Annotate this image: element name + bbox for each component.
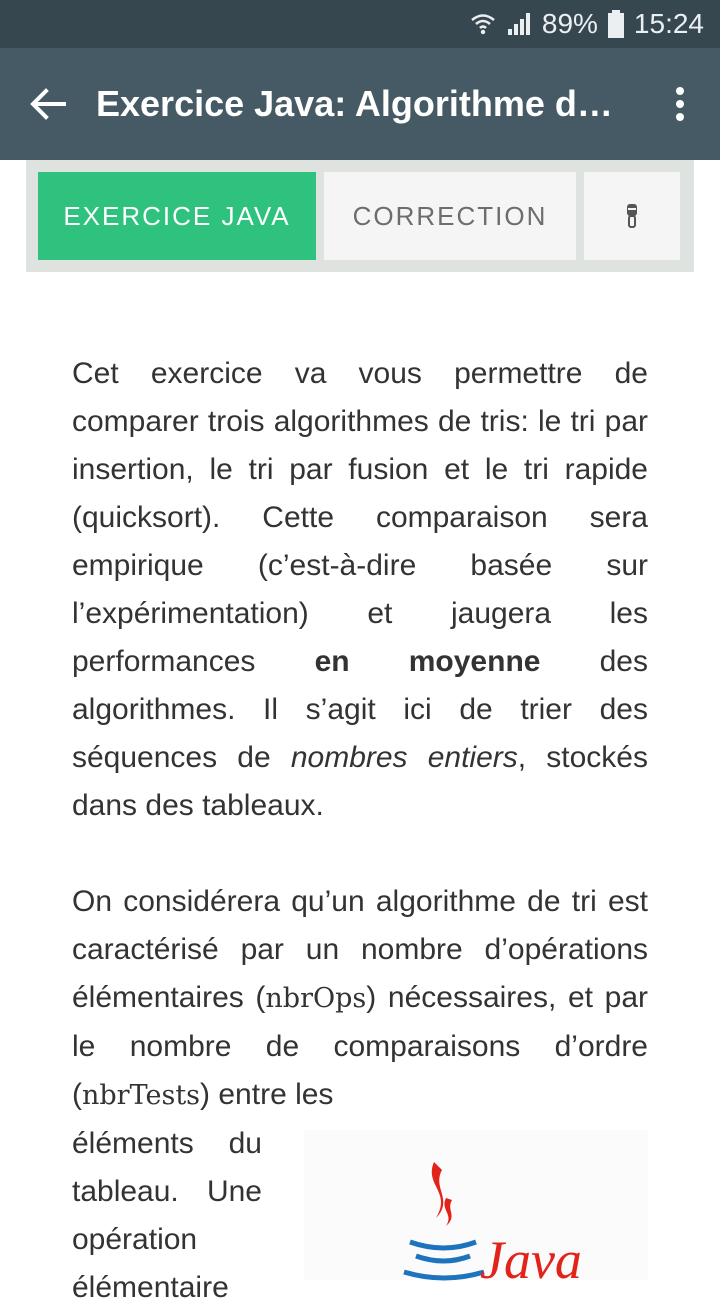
overflow-menu-icon [674, 86, 686, 122]
battery-icon [608, 10, 624, 38]
battery-percent: 89% [541, 8, 598, 39]
bold-text: en moyenne [314, 645, 541, 678]
overflow-menu-button[interactable] [640, 48, 720, 160]
status-bar [0, 0, 720, 48]
paragraph-continued: éléments du tableau. Une opération élémentaire [72, 1127, 262, 1304]
italic-text: nombres entiers [290, 741, 518, 774]
clock: 15:24 [633, 8, 704, 39]
tab-exercice-java[interactable]: EXERCICE JAVA [38, 172, 316, 260]
tab-bar [26, 160, 694, 272]
paragraph-definition: On considérera qu’un algorithme de tri est caractérisé par un nombre d’opérations élémentaires (nbrOps) nécessaires, et par le nombre de comparaisons d’ordre (nbrTests) entre les [72, 885, 649, 1111]
code-nbrtests: nbrTests [82, 1080, 201, 1111]
code-nbrops: nbrOps [265, 983, 367, 1014]
pointing-hand-icon [622, 202, 642, 230]
tab-correction[interactable]: CORRECTION [324, 172, 576, 260]
signal-icon [506, 11, 532, 37]
paragraph-intro: Cet exercice va vous permettre de comparer trois algorithmes de tris: le tri par insertion, le tri par fusion et le tri rapide (quicksort). Cette comparaison sera empirique (c’est-à-dire basée sur l’expérimentation) et jaugera les performances en moyenne des algorithmes. Il s’agit ici de trier des séquences de nombres entiers, stockés dans des tableaux. [72, 357, 648, 822]
tab-hint[interactable] [584, 172, 680, 260]
java-logo-image [304, 1130, 648, 1290]
app-bar [0, 48, 720, 160]
java-logo-text: Java [480, 1230, 582, 1290]
back-button[interactable] [0, 48, 96, 160]
page-title: Exercice Java: Algorithme d… [96, 83, 613, 124]
wifi-icon [470, 11, 496, 37]
back-arrow-icon [30, 86, 66, 122]
